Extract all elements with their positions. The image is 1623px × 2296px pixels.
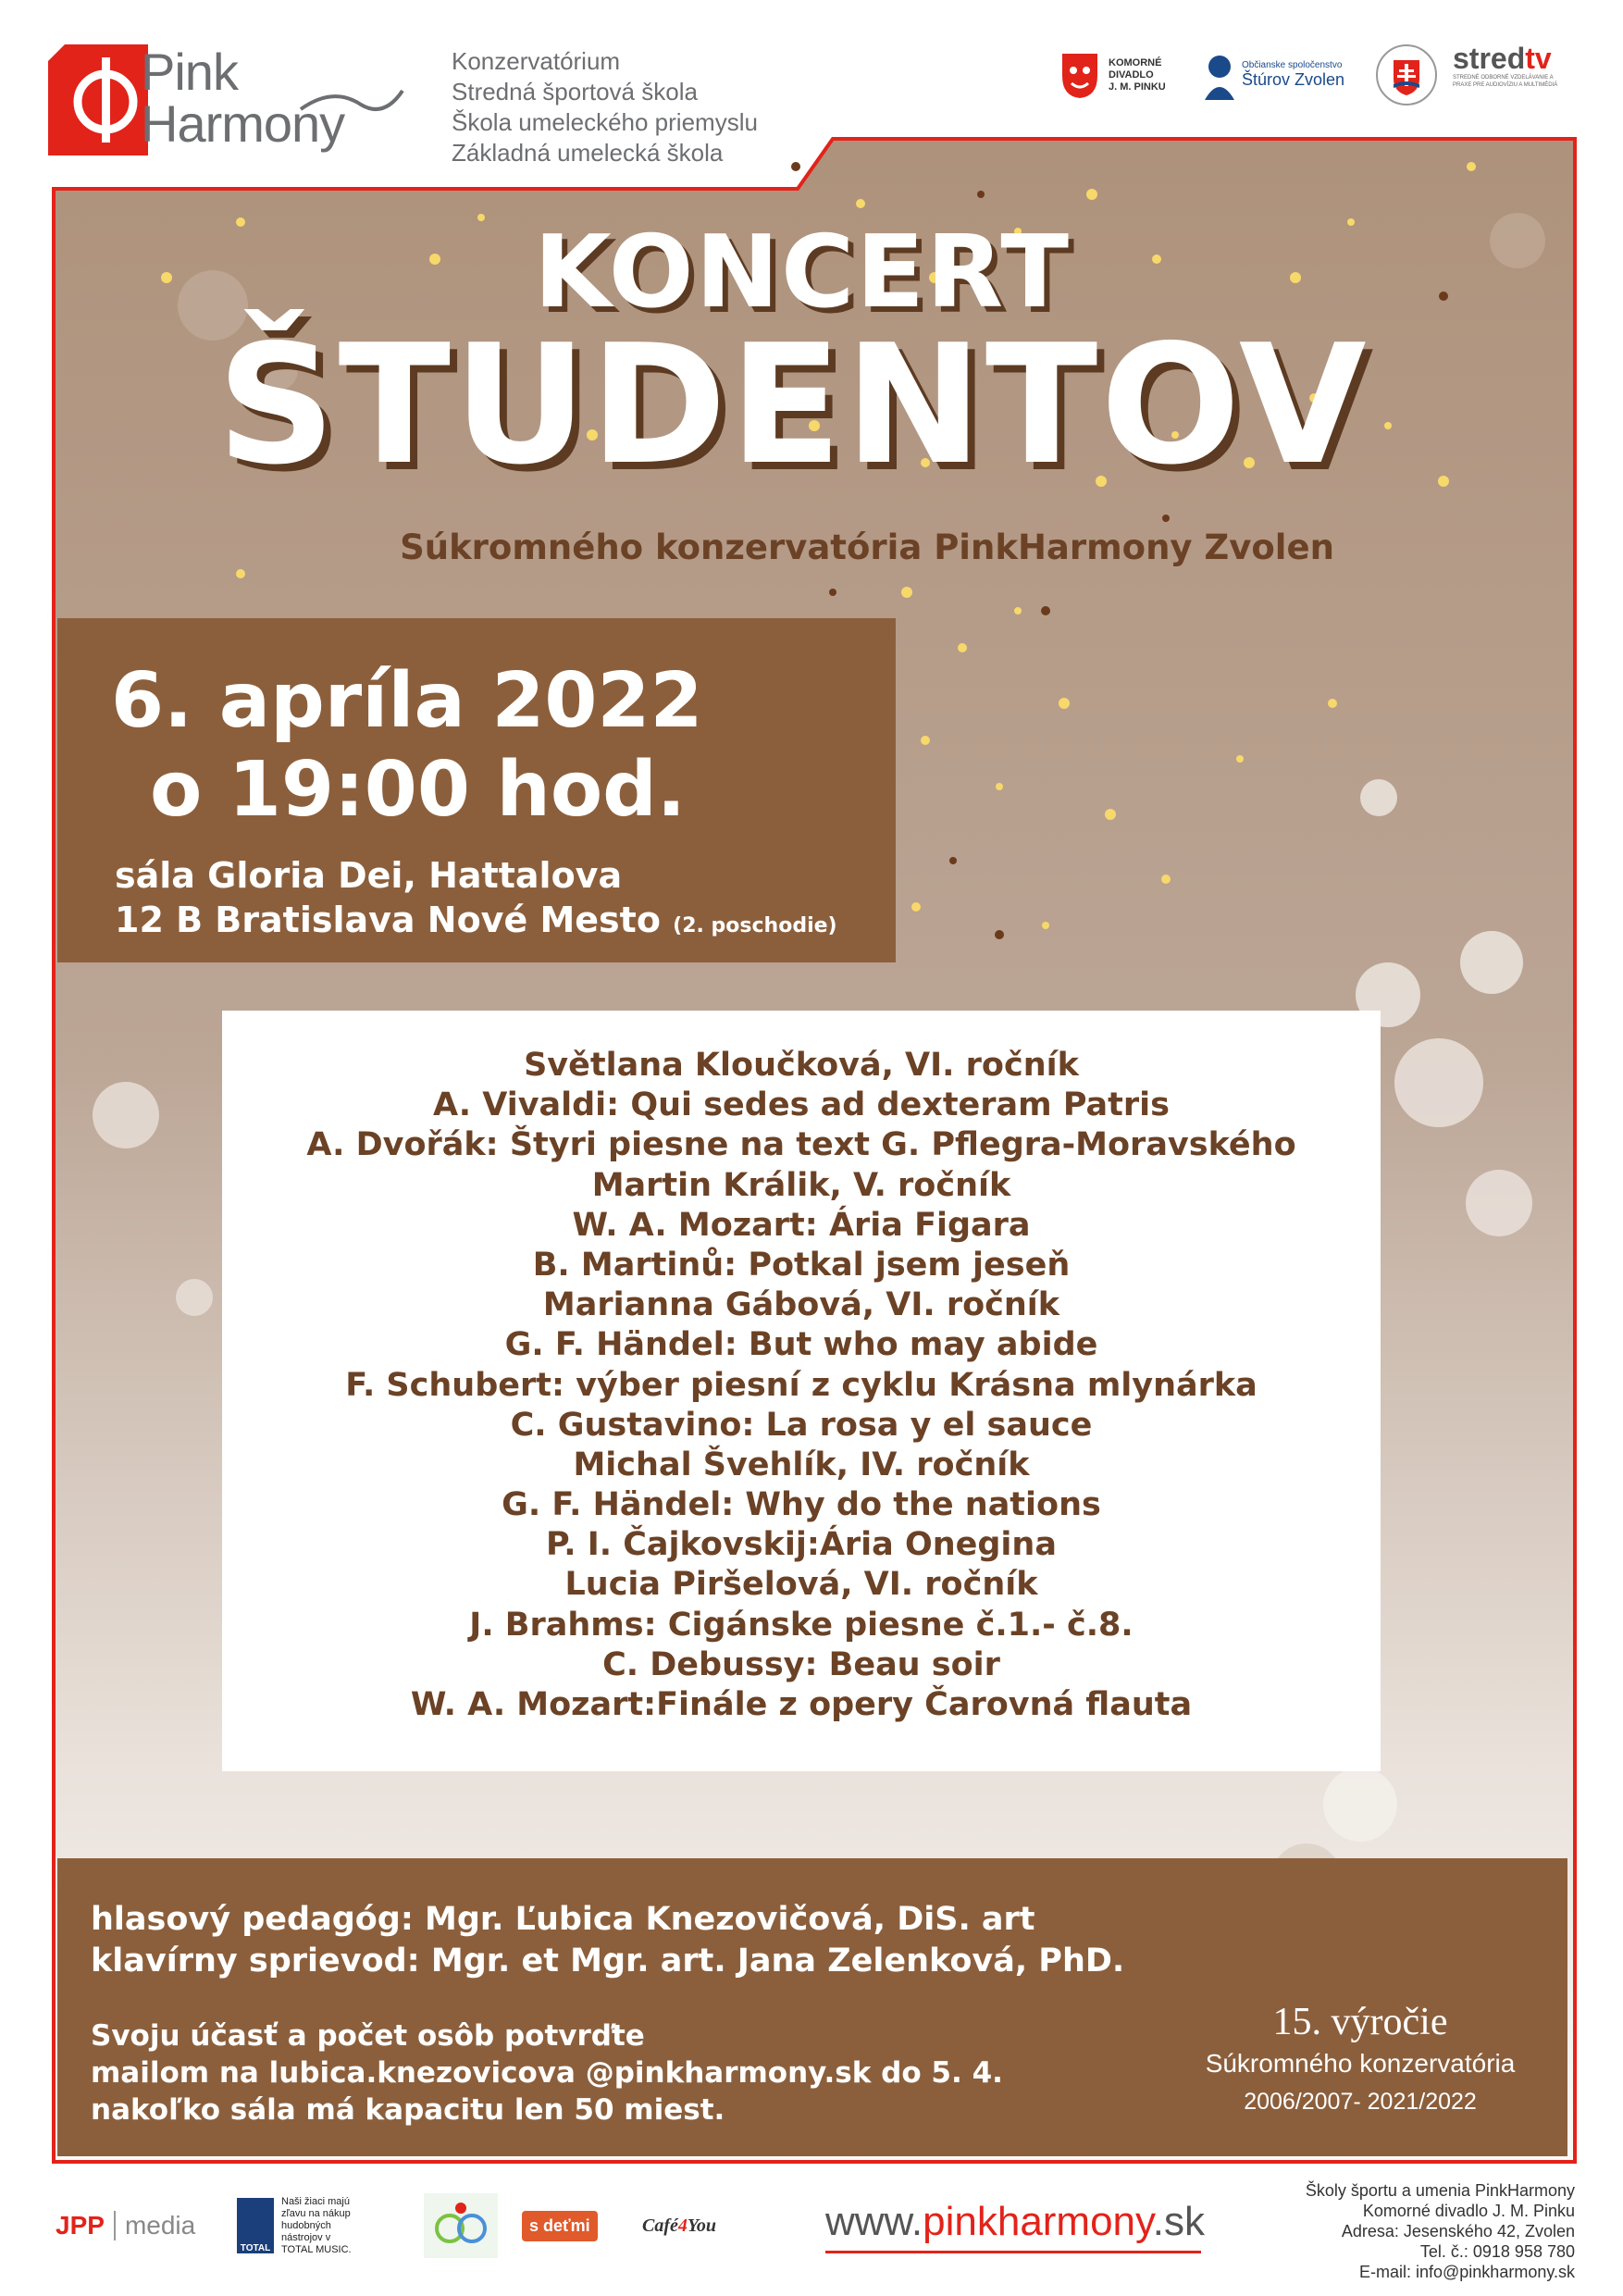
- event-date: 6. apríla 2022: [111, 657, 703, 745]
- venue-line-text: 12 B Bratislava Nové Mesto: [115, 900, 661, 940]
- partner-text: Občianske spoločenstvo: [1242, 60, 1343, 70]
- cafe4you-logo: [642, 2215, 716, 2237]
- contact-line: Komorné divadlo J. M. Pinku: [1362, 2202, 1575, 2220]
- program-item: P. I. Čajkovskij:Ária Onegina: [546, 1526, 1057, 1564]
- sponsor-jpp-media: [56, 2193, 195, 2258]
- program-item: Michal Švehlík, IV. ročník: [573, 1446, 1030, 1483]
- rsvp-line: Svoju účasť a počet osôb potvrďte: [91, 2019, 645, 2053]
- partner-text: KOMORNÉ: [1109, 56, 1162, 68]
- sponsor-text: You: [687, 2215, 717, 2236]
- teacher-line: hlasový pedagóg: Mgr. Ľubica Knezovičová, DiS. art: [91, 1901, 1035, 1938]
- title-koncert: KONCERT: [533, 215, 1072, 330]
- contact-line: Tel. č.: 0918 958 780: [1419, 2242, 1575, 2261]
- website-underline: [825, 2251, 1201, 2253]
- total-music-logo: TOTAL: [237, 2198, 274, 2253]
- teachers-info: [91, 1899, 1124, 1982]
- sponsor-text: Naši žiaci majú zľavu na nákup hudobných nástrojov v TOTAL MUSIC.: [281, 2195, 352, 2255]
- website-link[interactable]: [825, 2199, 1205, 2245]
- event-venue: [115, 853, 837, 949]
- stredtv-caption: STREDNÉ ODBORNÉ VZDELÁVANIE A PRAXE PRE AUDIOVÍZIU A MULTIMÉDIÁ: [1453, 75, 1558, 88]
- program-list: [222, 1046, 1381, 1725]
- rsvp-line: nakoľko sála má kapacitu len 50 miest.: [91, 2093, 725, 2127]
- program-item: J. Brahms: Cigánske piesne č.1.- č.8.: [469, 1606, 1134, 1644]
- program-item: C. Gustavino: La rosa y el sauce: [510, 1406, 1093, 1444]
- stredtv-text-a: stred: [1453, 42, 1526, 75]
- partner-text: J. M. PINKU: [1109, 81, 1166, 93]
- event-time: o 19:00 hod.: [150, 746, 687, 834]
- school-item: Základná umelecká škola: [452, 139, 724, 167]
- program-item: A. Dvořák: Štyri piesne na text G. Pflegra-Moravského: [306, 1126, 1296, 1164]
- program-item: Světlana Kloučková, VI. ročník: [524, 1047, 1079, 1084]
- sponsor-s-detmi: [522, 2193, 598, 2258]
- program-item: W. A. Mozart: Ária Figara: [572, 1206, 1031, 1244]
- hands-logo-icon: [424, 2193, 498, 2258]
- sponsor-text: media: [114, 2211, 195, 2240]
- school-item: Stredná športová škola: [452, 78, 698, 105]
- anniversary-note: [1175, 1999, 1545, 2121]
- contact-line: Školy športu a umenia PinkHarmony: [1305, 2181, 1575, 2200]
- program-item: F. Schubert: výber piesní z cyklu Krásna mlynárka: [345, 1366, 1258, 1404]
- subtitle: Súkromného konzervatória PinkHarmony Zvolen: [400, 527, 1334, 567]
- contact-line: Adresa: Jesenského 42, Zvolen: [1341, 2222, 1575, 2240]
- school-item: Škola umeleckého priemyslu: [452, 108, 758, 136]
- program-item: Martin Králik, V. ročník: [591, 1166, 1011, 1204]
- sponsor-poda-ruku: [424, 2193, 498, 2258]
- web-suffix: .sk: [1152, 2199, 1205, 2244]
- title-studentov: ŠTUDENTOV: [217, 309, 1369, 501]
- program-item: G. F. Händel: But who may abide: [504, 1326, 1098, 1364]
- sponsor-text: JPP: [56, 2211, 105, 2240]
- rsvp-info: [91, 2017, 1003, 2128]
- school-item: Konzervatórium: [452, 47, 621, 75]
- program-item: B. Martinů: Potkal jsem jeseň: [532, 1246, 1071, 1284]
- sponsor-text: Café: [642, 2215, 678, 2236]
- logo-word-harmony: Harmony: [141, 94, 345, 153]
- sponsor-cafe4you: [642, 2193, 716, 2258]
- venue-note: (2. poschodie): [673, 914, 837, 937]
- program-item: Marianna Gábová, VI. ročník: [542, 1286, 1060, 1324]
- pianist-line: klavírny sprievod: Mgr. et Mgr. art. Jana Zelenková, PhD.: [91, 1942, 1125, 1980]
- sponsor-text: 4: [677, 2215, 688, 2236]
- logo-word-pink: Pink: [141, 43, 238, 101]
- anniversary-years: 2006/2007- 2021/2022: [1244, 2089, 1477, 2115]
- contact-info: [1306, 2180, 1575, 2282]
- stredtv-text-b: tv: [1525, 42, 1552, 75]
- rsvp-line: mailom na lubica.knezovicova @pinkharmony.sk do 5. 4.: [91, 2056, 1003, 2090]
- contact-line: E-mail: info@pinkharmony.sk: [1358, 2263, 1575, 2281]
- program-item: C. Debussy: Beau soir: [602, 1645, 1000, 1683]
- program-item: Lucia Piršelová, VI. ročník: [564, 1566, 1038, 1604]
- venue-line: sála Gloria Dei, Hattalova: [115, 855, 623, 896]
- sponsor-text: s deťmi: [522, 2211, 598, 2241]
- sponsor-total-music: [237, 2193, 365, 2258]
- venue-line: [115, 898, 837, 949]
- program-item: W. A. Mozart:Finále z opery Čarovná flauta: [410, 1686, 1193, 1723]
- partner-text: Štúrov Zvolen: [1242, 70, 1345, 89]
- program-item: A. Vivaldi: Qui sedes ad dexteram Patris: [433, 1086, 1170, 1124]
- web-prefix: www.: [825, 2199, 923, 2244]
- program-item: G. F. Händel: Why do the nations: [502, 1486, 1101, 1524]
- anniversary-subtitle: Súkromného konzervatória: [1205, 2049, 1516, 2078]
- partner-text: DIVADLO: [1109, 68, 1154, 81]
- anniversary-title: 15. výročie: [1272, 2001, 1448, 2043]
- web-brand: pinkharmony: [923, 2199, 1153, 2244]
